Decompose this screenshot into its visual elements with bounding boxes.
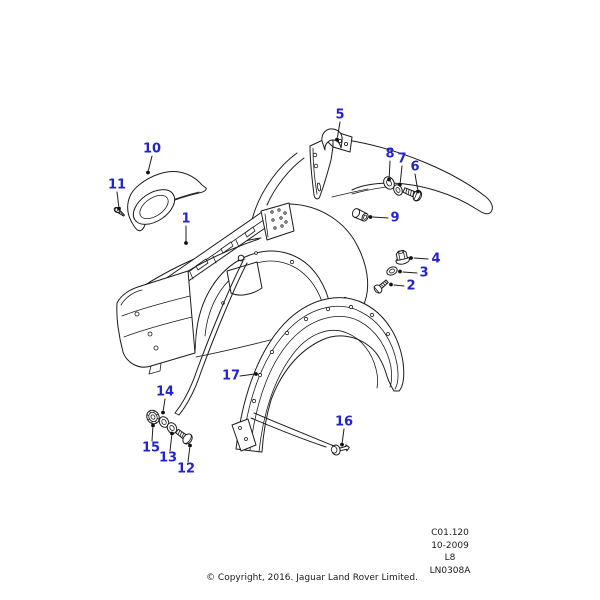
part-9-bush-drawing bbox=[351, 207, 369, 222]
callout-10: 10 bbox=[142, 141, 162, 157]
callout-16: 16 bbox=[334, 414, 354, 430]
part-15-capnut-drawing bbox=[144, 408, 161, 426]
part-6-bolt-drawing bbox=[402, 185, 423, 202]
date-code: 10-2009 bbox=[431, 540, 469, 551]
callout-12: 12 bbox=[176, 461, 196, 477]
callout-8: 8 bbox=[385, 146, 395, 162]
part-4-nut-drawing bbox=[394, 249, 410, 265]
part-10-cap-drawing bbox=[127, 172, 206, 232]
callout-1: 1 bbox=[181, 211, 191, 227]
part-17-flare-drawing bbox=[232, 298, 404, 452]
callout-2: 2 bbox=[406, 278, 416, 294]
drawing-reference-block bbox=[402, 527, 498, 577]
sheet-code: L8 bbox=[444, 553, 456, 564]
image-code: LN0308A bbox=[429, 565, 471, 576]
callout-17: 17 bbox=[221, 368, 241, 384]
part-3-washer-drawing bbox=[386, 265, 399, 276]
seal-strip-drawing bbox=[332, 140, 492, 214]
callout-3: 3 bbox=[419, 265, 429, 281]
callout-9: 9 bbox=[390, 210, 400, 226]
callout-4: 4 bbox=[431, 251, 441, 267]
callout-11: 11 bbox=[107, 177, 127, 193]
callout-13: 13 bbox=[158, 450, 178, 466]
callout-15: 15 bbox=[141, 440, 161, 456]
drawing-code: C01.120 bbox=[431, 528, 469, 538]
callout-5: 5 bbox=[335, 107, 345, 123]
callout-6: 6 bbox=[410, 159, 420, 175]
copyright-notice: © Copyright, 2016. Jaguar Land Rover Limited. bbox=[206, 573, 418, 583]
part-5-bracket-drawing bbox=[310, 129, 352, 199]
callout-7: 7 bbox=[397, 151, 407, 167]
part-2-bolt-drawing bbox=[373, 278, 390, 295]
callout-14: 14 bbox=[155, 384, 175, 400]
